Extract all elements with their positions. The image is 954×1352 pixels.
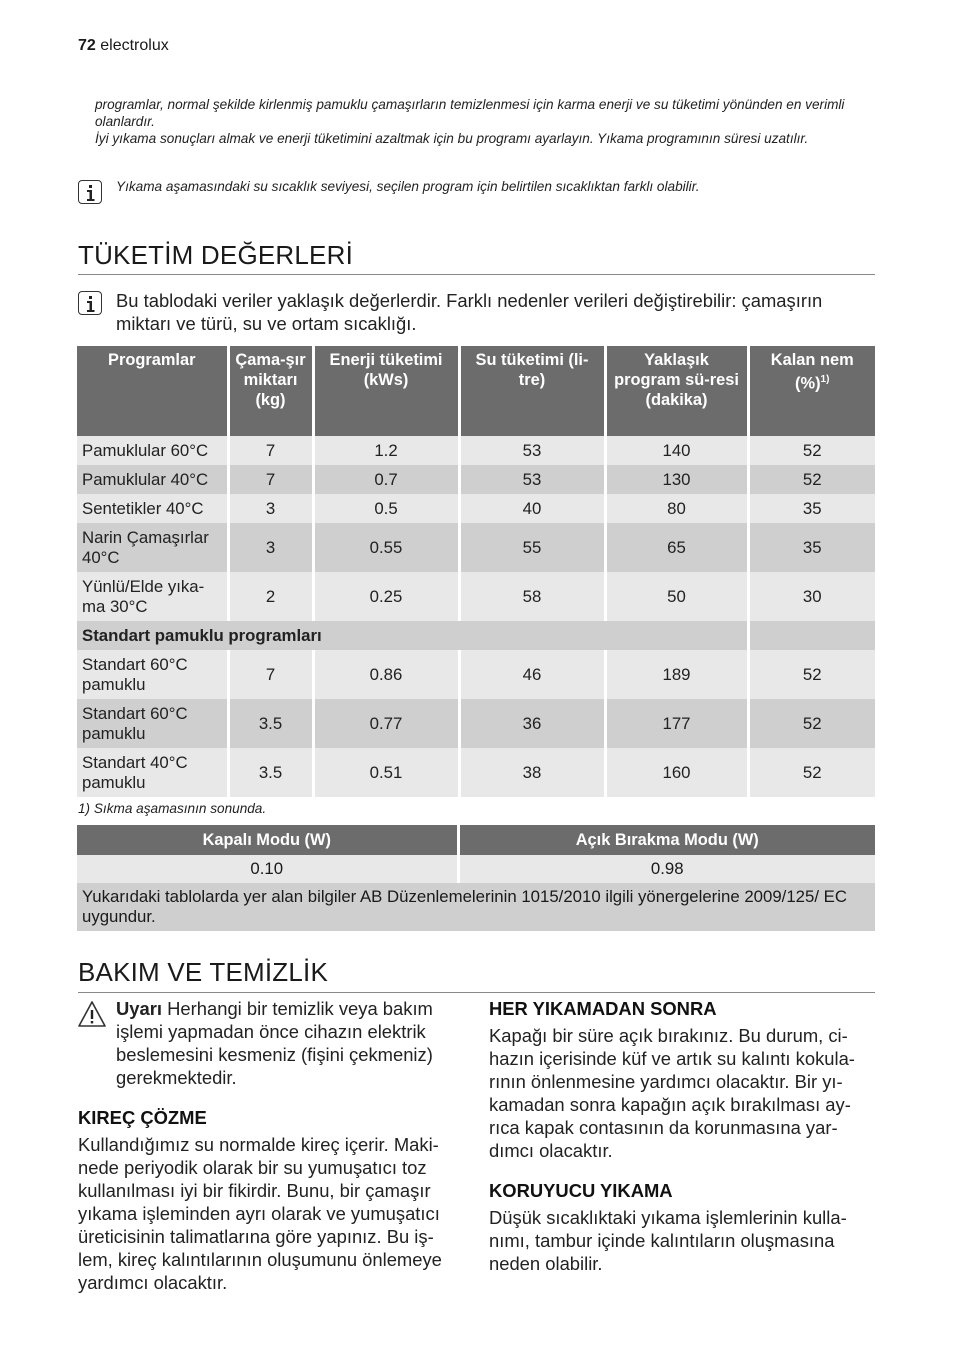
table-row — [77, 523, 875, 572]
col-header-energy: Enerji tüketimi (kWs) — [313, 346, 459, 436]
power-header-row — [77, 825, 875, 855]
cell-moisture: 35 — [748, 523, 875, 572]
consumption-table — [77, 346, 875, 797]
cell-load: 3.5 — [228, 699, 313, 748]
cell-water: 53 — [459, 436, 605, 465]
table-subheading-row — [77, 621, 875, 650]
maintenance-wash-text: Düşük sıcaklıktaki yıkama işlemlerinin kulla-nımı, tambur içinde kalıntıların oluşmasına neden olabilir. — [489, 1207, 847, 1274]
descaling-text: Kullandığımız su normalde kireç içerir. Maki-nede periyodik olarak bir su yumuşatıcı toz kullanılması iyi bir fikirdir. Bunu, bir çamaşır yıkama işleminden ayrı olarak ve yumuşatıcı üreticisinin talimatlarına göre yapınız. Bu iş-lem, kireç kalıntılarının oluşumunu önlemeye yardımcı olacaktır. — [78, 1134, 442, 1293]
col-header-water: Su tüketimi (li-tre) — [459, 346, 605, 436]
cell-duration: 130 — [605, 465, 748, 494]
section-divider — [78, 992, 875, 993]
table-row — [77, 650, 875, 699]
left-on-mode-value: 0.98 — [458, 855, 875, 883]
warning-text: Herhangi bir temizlik veya bakım işlemi yapmadan önce cihazın elektrik beslemesini kesmeniz (fişini çekmeniz) gerekmektedir. — [116, 998, 433, 1088]
col-header-off-mode: Kapalı Modu (W) — [77, 825, 458, 855]
empty-cell — [748, 621, 875, 650]
col-header-left-on-mode: Açık Bırakma Modu (W) — [458, 825, 875, 855]
moisture-label: Kalan nem (%) — [770, 351, 854, 393]
col-header-moisture — [748, 346, 875, 436]
cell-water: 38 — [459, 748, 605, 797]
cell-program: Narin Çamaşırlar 40°C — [77, 523, 228, 572]
cell-duration: 140 — [605, 436, 748, 465]
cell-water: 40 — [459, 494, 605, 523]
table-row — [77, 436, 875, 465]
cell-moisture: 52 — [748, 650, 875, 699]
cell-moisture: 35 — [748, 494, 875, 523]
cell-program: Standart 60°C pamuklu — [77, 650, 228, 699]
power-value-row — [77, 855, 875, 883]
cell-duration: 160 — [605, 748, 748, 797]
cell-load: 3 — [228, 523, 313, 572]
cell-water: 46 — [459, 650, 605, 699]
cell-energy: 1.2 — [313, 436, 459, 465]
page-number: 72 — [78, 37, 96, 54]
table-row — [77, 465, 875, 494]
table-row — [77, 699, 875, 748]
cell-duration: 65 — [605, 523, 748, 572]
cell-moisture: 52 — [748, 465, 875, 494]
cell-energy: 0.55 — [313, 523, 459, 572]
cell-energy: 0.51 — [313, 748, 459, 797]
section-title-consumption: TÜKETİM DEĞERLERİ — [78, 240, 353, 270]
cell-load: 7 — [228, 650, 313, 699]
table-header-row — [77, 346, 875, 436]
cell-energy: 0.7 — [313, 465, 459, 494]
brand-name: electrolux — [100, 37, 169, 54]
cell-program: Sentetikler 40°C — [77, 494, 228, 523]
cell-load: 3.5 — [228, 748, 313, 797]
table-row — [77, 572, 875, 621]
cell-program: Pamuklular 60°C — [77, 436, 228, 465]
descaling-heading: KIREÇ ÇÖZME — [78, 1107, 207, 1128]
section-divider — [78, 274, 875, 275]
cell-program: Standart 40°C pamuklu — [77, 748, 228, 797]
temperature-note: Yıkama aşamasındaki su sıcaklık seviyesi, seçilen program için belirtilen sıcaklıktan farklı olabilir. — [116, 179, 700, 194]
cell-duration: 189 — [605, 650, 748, 699]
cell-program: Yünlü/Elde yıka-ma 30°C — [77, 572, 228, 621]
col-header-load: Çama-şır miktarı (kg) — [228, 346, 313, 436]
table-row — [77, 494, 875, 523]
intro-line-1: programlar, normal şekilde kirlenmiş pamuklu çamaşırların temizlenmesi için karma enerji ve su tüketimi yönünden en verimli olanlardır. — [95, 97, 845, 129]
standard-programs-heading: Standart pamuklu programları — [77, 621, 748, 650]
info-icon — [78, 291, 102, 315]
cell-water: 55 — [459, 523, 605, 572]
table-footnote: 1) Sıkma aşamasının sonunda. — [78, 801, 267, 816]
left-column — [78, 997, 464, 1294]
cell-duration: 50 — [605, 572, 748, 621]
intro-line-2: İyi yıkama sonuçları almak ve enerji tüketimini azaltmak için bu programı ayarlayın. Yıkama programının süresi uzatılır. — [95, 131, 809, 146]
page-header — [78, 37, 169, 55]
warning-block — [116, 997, 464, 1089]
power-table — [77, 825, 875, 931]
cell-duration: 177 — [605, 699, 748, 748]
cell-energy: 0.25 — [313, 572, 459, 621]
right-column — [489, 997, 879, 1275]
power-note-row — [77, 883, 875, 931]
cell-load: 2 — [228, 572, 313, 621]
off-mode-value: 0.10 — [77, 855, 458, 883]
section-title-care: BAKIM VE TEMİZLİK — [78, 957, 328, 987]
cell-water: 53 — [459, 465, 605, 494]
cell-water: 58 — [459, 572, 605, 621]
table-row — [77, 748, 875, 797]
cell-load: 3 — [228, 494, 313, 523]
cell-duration: 80 — [605, 494, 748, 523]
cell-program: Pamuklular 40°C — [77, 465, 228, 494]
regulation-note: Yukarıdaki tablolarda yer alan bilgiler AB Düzenlemelerinin 1015/2010 ilgili yönergelerine 2009/125/ EC uygundur. — [77, 883, 875, 931]
col-header-programs: Programlar — [77, 346, 228, 436]
cell-water: 36 — [459, 699, 605, 748]
cell-moisture: 52 — [748, 748, 875, 797]
cell-moisture: 52 — [748, 436, 875, 465]
col-header-duration: Yaklaşık program sü-resi (dakika) — [605, 346, 748, 436]
cell-energy: 0.5 — [313, 494, 459, 523]
cell-load: 7 — [228, 465, 313, 494]
cell-energy: 0.86 — [313, 650, 459, 699]
cell-program: Standart 60°C pamuklu — [77, 699, 228, 748]
cell-moisture: 30 — [748, 572, 875, 621]
intro-text — [95, 96, 875, 147]
cell-load: 7 — [228, 436, 313, 465]
maintenance-wash-heading: KORUYUCU YIKAMA — [489, 1180, 673, 1201]
consumption-note: Bu tablodaki veriler yaklaşık değerlerdir. Farklı nedenler verileri değiştirebilir: çamaşırın miktarı ve türü, su ve ortam sıcaklığı. — [116, 290, 823, 334]
cell-energy: 0.77 — [313, 699, 459, 748]
after-wash-heading: HER YIKAMADAN SONRA — [489, 998, 717, 1019]
moisture-footnote-marker: 1) — [820, 374, 830, 385]
warning-label: Uyarı — [116, 998, 163, 1019]
after-wash-text: Kapağı bir süre açık bırakınız. Bu durum, ci-hazın içerisinde küf ve artık su kalıntı kokula-rının önlenmesine yardımcı olacaktır. Bir yı-kamadan sonra kapağın açık bırakılması ay-rıca kapak contasının da korunmasına yar-dımcı olacaktır. — [489, 1025, 855, 1161]
info-icon — [78, 180, 102, 204]
cell-moisture: 52 — [748, 699, 875, 748]
